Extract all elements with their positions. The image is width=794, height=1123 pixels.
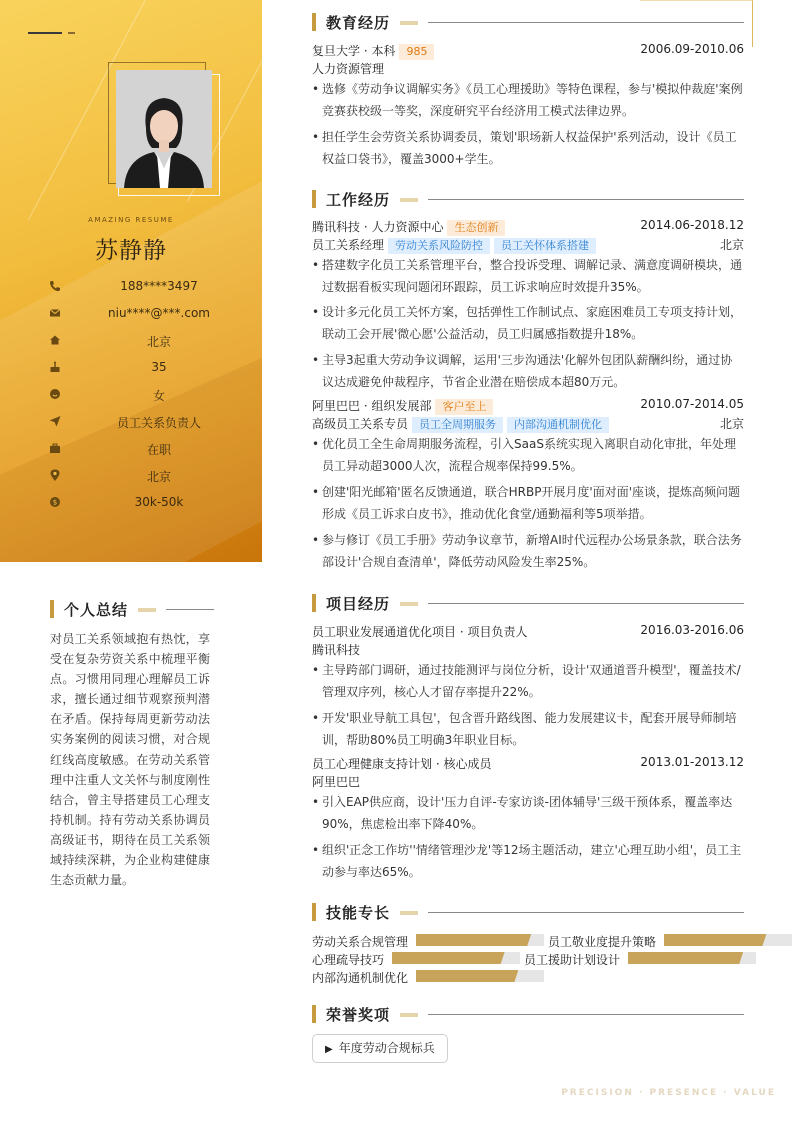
job-period: 2010.07-2014.05 bbox=[640, 397, 744, 411]
list-item: • 担任学生会劳资关系协调委员，策划'职场新人权益保护'系列活动，设计《员工权益口袋书》，覆盖3000+学生。 bbox=[312, 130, 737, 166]
list-item: • 主导跨部门调研，通过技能测评与岗位分析，设计'双通道晋升模型'，覆盖技术/管理双序列，核心人才留存率提升22%。 bbox=[312, 663, 741, 699]
school-tag: 985 bbox=[399, 44, 434, 60]
school-name: 复旦大学 · 本科 bbox=[312, 44, 396, 58]
summary-heading: 个人总结 bbox=[50, 600, 216, 619]
decor-rule bbox=[428, 603, 744, 604]
skill-bar-fill bbox=[392, 952, 505, 964]
decor-chip bbox=[400, 21, 418, 25]
honor-badge bbox=[312, 1034, 448, 1063]
money-icon bbox=[48, 495, 62, 509]
education-period: 2006.09-2010.06 bbox=[640, 42, 744, 56]
skills-heading: 技能专长 bbox=[312, 903, 744, 923]
info-email: niu****@***.com bbox=[48, 304, 248, 324]
play-icon: ▶ bbox=[325, 1044, 333, 1055]
projects-heading: 项目经历 bbox=[312, 594, 744, 614]
summary-text: 对员工关系领域抱有热忱，享受在复杂劳资关系中梳理平衡点。习惯用同理心理解员工诉求，擅长通过细节观察预判潜在矛盾。保持每周更新劳动法实务案例的阅读习惯，对合规红线高度敏感。在劳动关系管理中注重人文关怀与制度刚性结合，曾主导搭建员工心理支持机制。持有劳动关系协调员高级证书，期待在员工关系领域持续深耕，为企业构建健康生态贡献力量。 bbox=[50, 632, 210, 888]
job-city: 北京 bbox=[719, 238, 744, 252]
project-org: 腾讯科技 bbox=[312, 643, 361, 657]
skill-bar bbox=[416, 934, 544, 946]
project-period: 2016.03-2016.06 bbox=[640, 623, 744, 637]
skill-item bbox=[312, 933, 544, 947]
job-role: 员工关系经理 bbox=[312, 238, 385, 252]
job-company: 阿里巴巴 · 组织发展部 bbox=[312, 399, 432, 413]
skill-name: 心理疏导技巧 bbox=[312, 953, 385, 967]
list-item: • 开发'职业导航工具包'，包含晋升路线图、能力发展建议卡，配套开展导师制培训，帮助80%员工明确3年职业目标。 bbox=[312, 711, 737, 747]
resume-tagline: AMAZING RESUME bbox=[88, 216, 174, 224]
list-item: • 优化员工全生命周期服务流程，引入SaaS系统实现入离职自动化审批，年处理员工异动超3000人次，流程合规率保持99.5%。 bbox=[312, 437, 736, 473]
send-icon bbox=[48, 414, 62, 428]
decor-chip bbox=[400, 198, 418, 202]
skill-bar-fill bbox=[628, 952, 743, 964]
decor-rule bbox=[428, 199, 744, 200]
job-company-row bbox=[312, 218, 744, 236]
job-role: 高级员工关系专员 bbox=[312, 417, 409, 431]
education-major: 人力资源管理 bbox=[312, 62, 385, 76]
info-position: 员工关系负责人 bbox=[48, 412, 248, 432]
honor-text: 年度劳动合规标兵 bbox=[338, 1041, 435, 1055]
avatar-portrait bbox=[116, 70, 212, 188]
decor-chip bbox=[400, 1013, 418, 1017]
job-company-row bbox=[312, 397, 744, 415]
mail-icon bbox=[48, 306, 62, 320]
education-school-row bbox=[312, 42, 744, 60]
job-company: 腾讯科技 · 人力资源中心 bbox=[312, 220, 444, 234]
list-item: • 选修《劳动争议调解实务》《员工心理援助》等特色课程，参与'模拟仲裁庭'案例竞赛获校级一等奖，深度研究平台经济用工模式法律边界。 bbox=[312, 82, 743, 118]
footer-tagline: PRECISION · PRESENCE · VALUE bbox=[561, 1088, 776, 1098]
skill-item bbox=[524, 951, 756, 965]
list-item: • 引入EAP供应商，设计'压力自评-专家访谈-团体辅导'三级干预体系，覆盖率达90%，焦虑检出率下降40%。 bbox=[312, 795, 733, 831]
decor-rule bbox=[166, 609, 214, 610]
project-org: 阿里巴巴 bbox=[312, 775, 361, 789]
job-role-row bbox=[312, 415, 744, 433]
skill-bar bbox=[416, 970, 544, 982]
project-name-row bbox=[312, 623, 744, 641]
skill-name: 劳动关系合规管理 bbox=[312, 935, 409, 949]
skill-item bbox=[312, 951, 520, 965]
skill-bar bbox=[392, 952, 520, 964]
info-age: 35 bbox=[48, 358, 248, 378]
skill-bar-fill bbox=[664, 934, 766, 946]
avatar bbox=[116, 70, 212, 188]
skill-name: 员工敬业度提升策略 bbox=[548, 935, 657, 949]
skill-item bbox=[312, 969, 544, 983]
company-tag: 生态创新 bbox=[447, 220, 505, 236]
info-gender: 女 bbox=[48, 385, 248, 405]
list-item: • 主导3起重大劳动争议调解，运用'三步沟通法'化解外包团队薪酬纠纷，通过协议达成避免仲裁程序，节省企业潜在赔偿成本超80万元。 bbox=[312, 353, 733, 389]
role-tag: 劳动关系风险防控 bbox=[388, 238, 490, 254]
briefcase-icon bbox=[48, 441, 62, 455]
decor-chip bbox=[400, 602, 418, 606]
candidate-name: 苏静静 bbox=[95, 238, 167, 264]
decor-rule bbox=[428, 912, 744, 913]
home-icon bbox=[48, 333, 62, 347]
role-tag: 员工全周期服务 bbox=[412, 417, 503, 433]
work-heading: 工作经历 bbox=[312, 190, 744, 210]
list-item: • 设计多元化员工关怀方案，包括弹性工作制试点、家庭困难员工专项支持计划，联动工会开展'微心愿'公益活动，员工归属感指数提升18%。 bbox=[312, 305, 743, 341]
phone-icon bbox=[48, 279, 62, 293]
decor-rule bbox=[428, 22, 744, 23]
job-period: 2014.06-2018.12 bbox=[640, 218, 744, 232]
project-name: 员工心理健康支持计划 · 核心成员 bbox=[312, 757, 492, 771]
skill-name: 内部沟通机制优化 bbox=[312, 971, 409, 985]
info-salary: $ 30k-50k bbox=[48, 493, 248, 513]
decor-rule bbox=[428, 1014, 744, 1015]
skill-name: 员工援助计划设计 bbox=[524, 953, 621, 967]
svg-text:$: $ bbox=[52, 498, 58, 507]
project-period: 2013.01-2013.12 bbox=[640, 755, 744, 769]
company-tag: 客户至上 bbox=[435, 399, 493, 415]
smile-icon bbox=[48, 387, 62, 401]
location-icon bbox=[48, 468, 62, 482]
job-city: 北京 bbox=[719, 417, 744, 431]
decor-dash bbox=[28, 32, 62, 34]
profile-hero bbox=[0, 0, 262, 562]
decor-dash bbox=[68, 32, 75, 34]
list-item: • 组织'正念工作坊''情绪管理沙龙'等12场主题活动，建立'心理互助小组'，员工主动参与率达65%。 bbox=[312, 843, 742, 879]
info-hometown: 北京 bbox=[48, 331, 248, 351]
skill-bar bbox=[664, 934, 792, 946]
project-name-row bbox=[312, 755, 744, 773]
decor-chip bbox=[400, 911, 418, 915]
job-role-row bbox=[312, 236, 744, 254]
list-item: • 参与修订《员工手册》劳动争议章节，新增AI时代远程办公场景条款，联合法务部设计'合规自查清单'，降低劳动风险发生率25%。 bbox=[312, 533, 742, 569]
list-item: • 创建'阳光邮箱'匿名反馈通道，联合HRBP开展月度'面对面'座谈，提炼高频问题形成《员工诉求白皮书》，推动优化食堂/通勤福利等5项举措。 bbox=[312, 485, 741, 521]
decor-chip bbox=[138, 608, 156, 612]
role-tag: 员工关怀体系搭建 bbox=[494, 238, 596, 254]
education-heading: 教育经历 bbox=[312, 13, 744, 33]
honors-heading: 荣誉奖项 bbox=[312, 1005, 744, 1025]
role-tag: 内部沟通机制优化 bbox=[507, 417, 609, 433]
skill-bar-fill bbox=[416, 934, 531, 946]
list-item: • 搭建数字化员工关系管理平台，整合投诉受理、调解记录、满意度调研模块，通过数据看板实现问题闭环跟踪，员工诉求响应时效提升35%。 bbox=[312, 258, 743, 294]
info-status: 在职 bbox=[48, 439, 248, 459]
skill-bar bbox=[628, 952, 756, 964]
cake-icon bbox=[48, 360, 62, 374]
skill-bar-fill bbox=[416, 970, 518, 982]
skill-item bbox=[548, 933, 792, 947]
info-target-city: 北京 bbox=[48, 466, 248, 486]
info-phone: 188****3497 bbox=[48, 277, 248, 297]
project-name: 员工职业发展通道优化项目 · 项目负责人 bbox=[312, 625, 528, 639]
